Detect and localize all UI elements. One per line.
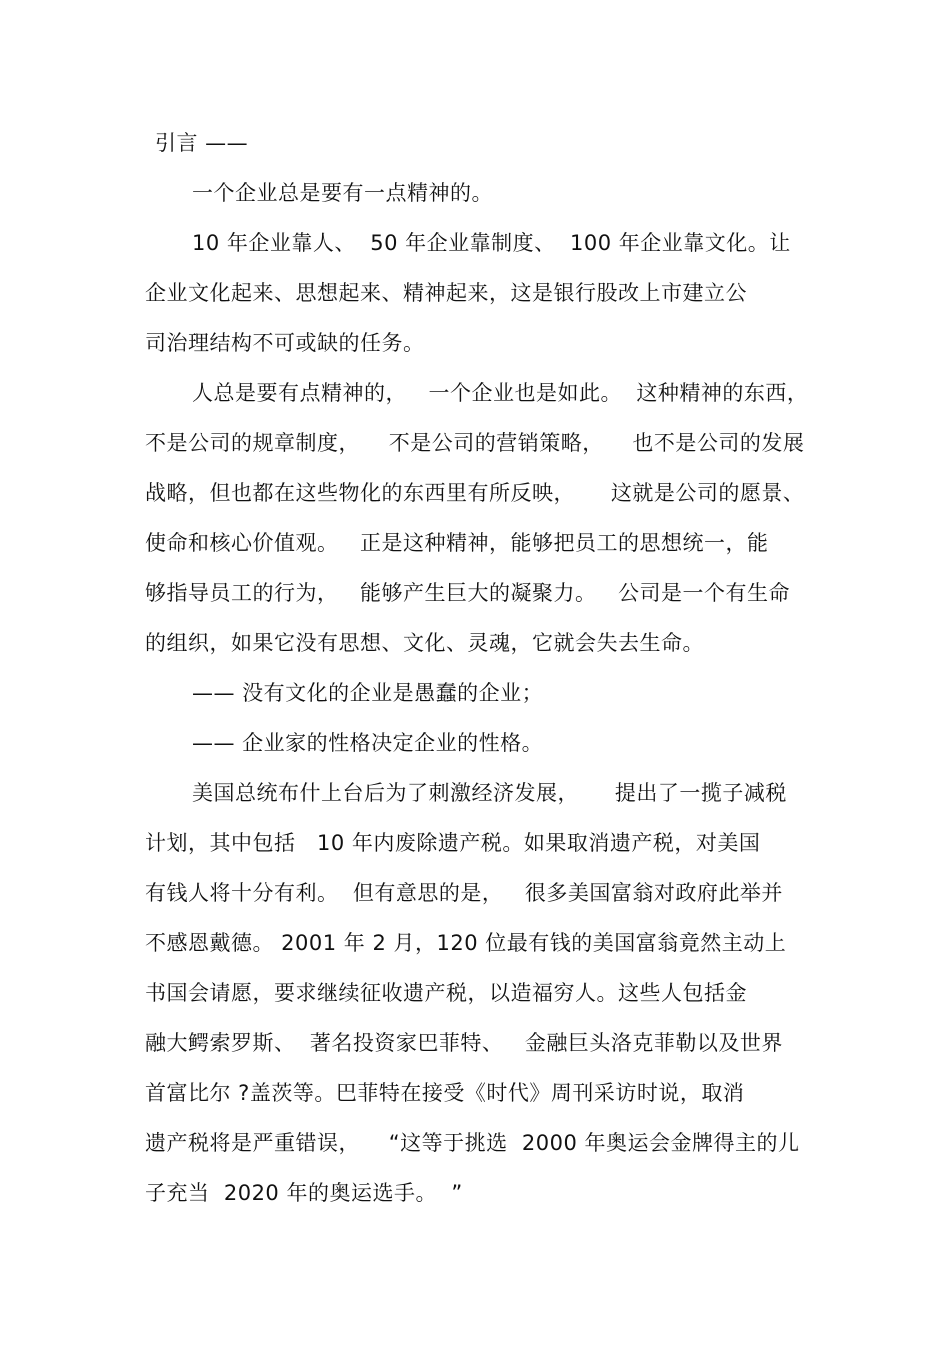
paragraph-line: 不是公司的规章制度， 不是公司的营销策略， 也不是公司的发展 (145, 431, 805, 455)
paragraph-line: 够指导员工的行为， 能够产生巨大的凝聚力。 公司是一个有生命 (145, 581, 791, 605)
paragraph-line: 战略，但也都在这些物化的东西里有所反映， 这就是公司的愿景、 (145, 481, 805, 505)
paragraph-line: 司治理结构不可或缺的任务。 (145, 331, 425, 355)
paragraph-line: 的组织，如果它没有思想、文化、灵魂，它就会失去生命。 (145, 631, 704, 655)
paragraph-line: 10 年企业靠人、 50 年企业靠制度、 100 年企业靠文化。让 (192, 231, 791, 255)
paragraph-line: 一个企业总是要有一点精神的。 (192, 181, 493, 205)
paragraph-line: 子充当 2020 年的奥运选手。 ” (145, 1181, 463, 1205)
paragraph-line: 融大鳄索罗斯、 著名投资家巴菲特、 金融巨头洛克菲勒以及世界 (145, 1031, 783, 1055)
paragraph-line: 有钱人将十分有利。 但有意思的是， 很多美国富翁对政府此举并 (145, 881, 783, 905)
quote-line: —— 企业家的性格决定企业的性格。 (192, 731, 544, 755)
paragraph-line: 遗产税将是严重错误， “这等于挑选 2000 年奥运会金牌得主的儿 (145, 1131, 800, 1155)
document-heading: 引言 —— (155, 131, 249, 155)
paragraph-line: 书国会请愿，要求继续征收遗产税，以造福穷人。这些人包括金 (145, 981, 747, 1005)
paragraph-line: 美国总统布什上台后为了刺激经济发展， 提出了一揽子减税 (192, 781, 787, 805)
paragraph-line: 不感恩戴德。 2001 年 2 月，120 位最有钱的美国富翁竟然主动上 (145, 931, 787, 955)
paragraph-line: 人总是要有点精神的， 一个企业也是如此。 这种精神的东西， (192, 381, 809, 405)
paragraph-line: 使命和核心价值观。 正是这种精神，能够把员工的思想统一，能 (145, 531, 769, 555)
paragraph-line: 计划，其中包括 10 年内废除遗产税。如果取消遗产税，对美国 (145, 831, 761, 855)
quote-line: —— 没有文化的企业是愚蠢的企业； (192, 681, 544, 705)
paragraph-line: 首富比尔 ?盖茨等。巴菲特在接受《时代》周刊采访时说，取消 (145, 1081, 745, 1105)
paragraph-line: 企业文化起来、思想起来、精神起来，这是银行股改上市建立公 (145, 281, 747, 305)
